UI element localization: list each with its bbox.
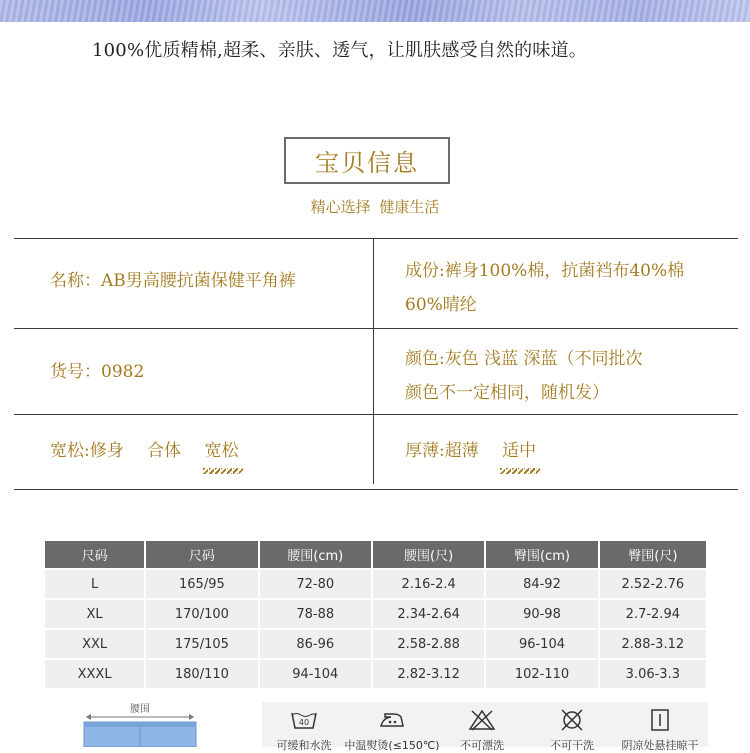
table-row [45, 600, 706, 628]
garment-diagram [80, 702, 200, 747]
table-cell: XXL [45, 630, 144, 658]
iron-medium-icon [377, 708, 407, 732]
table-row [45, 660, 706, 688]
thickness-option-medium: 适中 [502, 434, 536, 468]
no-bleach-icon [467, 708, 497, 732]
table-cell: 94-104 [260, 660, 371, 688]
care-label: 可缓和水洗 [276, 739, 332, 752]
size-chart-header [45, 541, 706, 568]
composition-line1: 成份:裤身100%棉，抗菌裆布40%棉 [405, 261, 685, 281]
header-cell: 尺码 [45, 541, 144, 568]
hang-dry-shade-icon [645, 708, 675, 732]
thickness-label: 厚薄: [405, 441, 445, 461]
section-subtitle: 精心选择 健康生活 [310, 198, 440, 216]
wash-temperature: 40 [298, 718, 310, 727]
care-label: 阴凉处悬挂晾干 [621, 739, 699, 752]
care-label: 中温熨烫(≤150℃) [344, 739, 440, 752]
care-label: 不可漂洗 [460, 739, 504, 752]
item-number: 货号：0982 [50, 362, 145, 382]
care-item [344, 702, 440, 752]
table-cell: 2.82-3.12 [373, 660, 484, 688]
thickness-row [405, 434, 536, 468]
header-cell: 臀围(尺) [600, 541, 706, 568]
care-instructions [262, 702, 708, 752]
hand-wash-40-icon [289, 708, 319, 732]
product-info-table [14, 238, 738, 490]
care-item [532, 702, 612, 752]
table-row [45, 630, 706, 658]
fit-option-regular: 合体 [147, 441, 182, 461]
table-cell: 2.88-3.12 [600, 630, 706, 658]
table-cell: 2.52-2.76 [600, 570, 706, 598]
table-cell: 90-98 [486, 600, 597, 628]
care-item [620, 702, 700, 752]
table-cell: 102-110 [486, 660, 597, 688]
product-tagline: 100%优质精棉,超柔、亲肤、透气，让肌肤感受自然的味道。 [92, 40, 587, 61]
care-item [264, 702, 344, 752]
table-divider [373, 238, 374, 484]
table-cell: XXXL [45, 660, 144, 688]
table-cell: 78-88 [260, 600, 371, 628]
header-cell: 腰围(cm) [260, 541, 371, 568]
table-divider [14, 489, 738, 490]
table-cell: 2.7-2.94 [600, 600, 706, 628]
header-cell: 尺码 [146, 541, 257, 568]
table-divider [14, 328, 738, 329]
waist-label: 腰围 [130, 704, 150, 715]
product-name: 名称：AB男高腰抗菌保健平角裤 [50, 271, 296, 291]
table-cell: 86-96 [260, 630, 371, 658]
table-cell: 175/105 [146, 630, 257, 658]
table-cell: 170/100 [146, 600, 257, 628]
header-cell: 臀围(cm) [486, 541, 597, 568]
fabric-photo-strip [0, 0, 750, 22]
no-dry-clean-icon [557, 708, 587, 732]
table-cell: 165/95 [146, 570, 257, 598]
fit-option-slim: 修身 [89, 441, 124, 461]
fit-option-loose: 宽松 [205, 434, 239, 468]
table-cell: 84-92 [486, 570, 597, 598]
header-cell: 腰围(尺) [373, 541, 484, 568]
table-divider [14, 238, 738, 239]
composition-line2: 60%晴纶 [405, 295, 477, 315]
table-divider [14, 414, 738, 415]
fit-row [50, 434, 239, 468]
thickness-option-thin: 超薄 [444, 441, 479, 461]
table-row [45, 570, 706, 598]
color-line2: 颜色不一定相同，随机发） [405, 383, 609, 403]
table-cell: 180/110 [146, 660, 257, 688]
table-cell: 2.16-2.4 [373, 570, 484, 598]
table-cell: L [45, 570, 144, 598]
table-cell: 72-80 [260, 570, 371, 598]
table-cell: 2.34-2.64 [373, 600, 484, 628]
care-label: 不可干洗 [550, 739, 594, 752]
table-cell: 3.06-3.3 [600, 660, 706, 688]
table-cell: 96-104 [486, 630, 597, 658]
care-item [442, 702, 522, 752]
size-chart [43, 539, 708, 690]
section-title: 宝贝信息 [284, 137, 450, 184]
table-cell: XL [45, 600, 144, 628]
boxer-shorts-illustration [80, 702, 200, 747]
color-line1: 颜色:灰色 浅蓝 深蓝（不同批次 [405, 349, 643, 369]
table-cell: 2.58-2.88 [373, 630, 484, 658]
fit-label: 宽松: [50, 441, 90, 461]
